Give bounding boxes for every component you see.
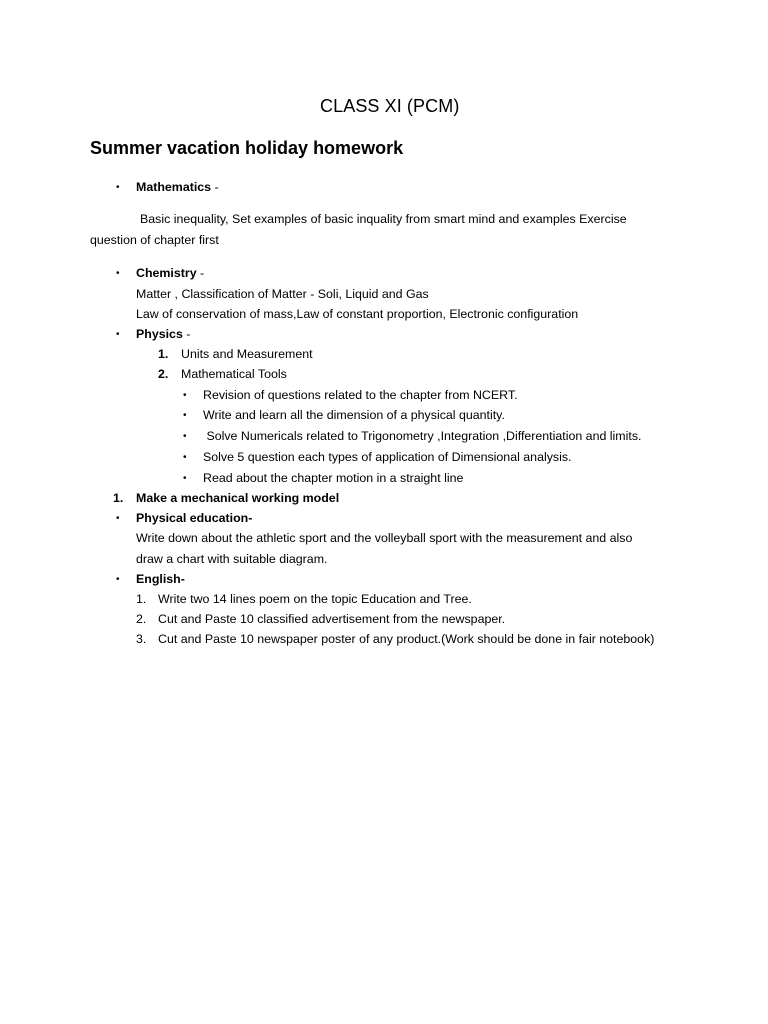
subject-physics bbox=[136, 328, 190, 340]
list-item: Revision of questions related to the chapter from NCERT. bbox=[203, 388, 518, 402]
subject-physical-education bbox=[136, 512, 252, 524]
subject-label: Physics bbox=[136, 327, 183, 341]
paragraph-line: Matter , Classification of Matter - Soli, Liquid and Gas bbox=[136, 287, 429, 301]
bullet-icon: • bbox=[183, 452, 187, 463]
subject-label: Physical education bbox=[136, 511, 249, 525]
list-number: 1. bbox=[113, 491, 124, 505]
bullet-icon: • bbox=[116, 329, 120, 340]
paragraph-line: question of chapter first bbox=[90, 233, 219, 247]
bullet-icon: • bbox=[116, 513, 120, 524]
subject-suffix: - bbox=[196, 266, 205, 280]
paragraph-line: Basic inequality, Set examples of basic inquality from smart mind and examples Exercise bbox=[140, 212, 627, 226]
subject-suffix: - bbox=[248, 511, 253, 525]
subject-suffix: - bbox=[211, 180, 219, 194]
list-item: Write two 14 lines poem on the topic Education and Tree. bbox=[158, 592, 472, 606]
list-item: Read about the chapter motion in a straight line bbox=[203, 471, 464, 485]
list-item: Cut and Paste 10 classified advertisement from the newspaper. bbox=[158, 612, 506, 626]
subject-label: English bbox=[136, 572, 181, 586]
subject-suffix: - bbox=[182, 327, 191, 341]
task-mechanical-model: Make a mechanical working model bbox=[136, 491, 340, 505]
subject-label: Chemistry bbox=[136, 266, 197, 280]
paragraph-line: draw a chart with suitable diagram. bbox=[136, 552, 328, 566]
bullet-icon: • bbox=[116, 574, 120, 585]
list-number: 2. bbox=[136, 612, 147, 626]
list-item: Units and Measurement bbox=[181, 347, 313, 361]
subject-english bbox=[136, 573, 185, 585]
bullet-icon: • bbox=[183, 473, 187, 484]
bullet-icon: • bbox=[183, 431, 187, 442]
list-item: Solve 5 question each types of application of Dimensional analysis. bbox=[203, 450, 572, 464]
bullet-icon: • bbox=[183, 390, 187, 401]
paragraph-line: Law of conservation of mass,Law of constant proportion, Electronic configuration bbox=[136, 307, 579, 321]
list-item: Solve Numericals related to Trigonometry ,Integration ,Differentiation and limits. bbox=[203, 429, 642, 443]
list-number: 2. bbox=[158, 367, 169, 381]
page-title: CLASS XI (PCM) bbox=[320, 96, 460, 116]
bullet-icon: • bbox=[116, 268, 120, 279]
subject-label: Mathematics bbox=[136, 180, 212, 194]
subject-suffix: - bbox=[180, 572, 185, 586]
list-number: 1. bbox=[136, 592, 147, 606]
bullet-icon: • bbox=[116, 182, 120, 193]
list-number: 3. bbox=[136, 632, 147, 646]
section-heading: Summer vacation holiday homework bbox=[90, 138, 404, 158]
paragraph-line: Write down about the athletic sport and the volleyball sport with the measurement and also bbox=[136, 531, 633, 545]
list-item: Write and learn all the dimension of a physical quantity. bbox=[203, 408, 505, 422]
list-item: Cut and Paste 10 newspaper poster of any product.(Work should be done in fair notebook) bbox=[158, 632, 655, 646]
bullet-icon: • bbox=[183, 410, 187, 421]
subject-mathematics bbox=[136, 181, 219, 193]
subject-chemistry bbox=[136, 267, 204, 279]
list-number: 1. bbox=[158, 347, 169, 361]
list-item: Mathematical Tools bbox=[181, 367, 287, 381]
